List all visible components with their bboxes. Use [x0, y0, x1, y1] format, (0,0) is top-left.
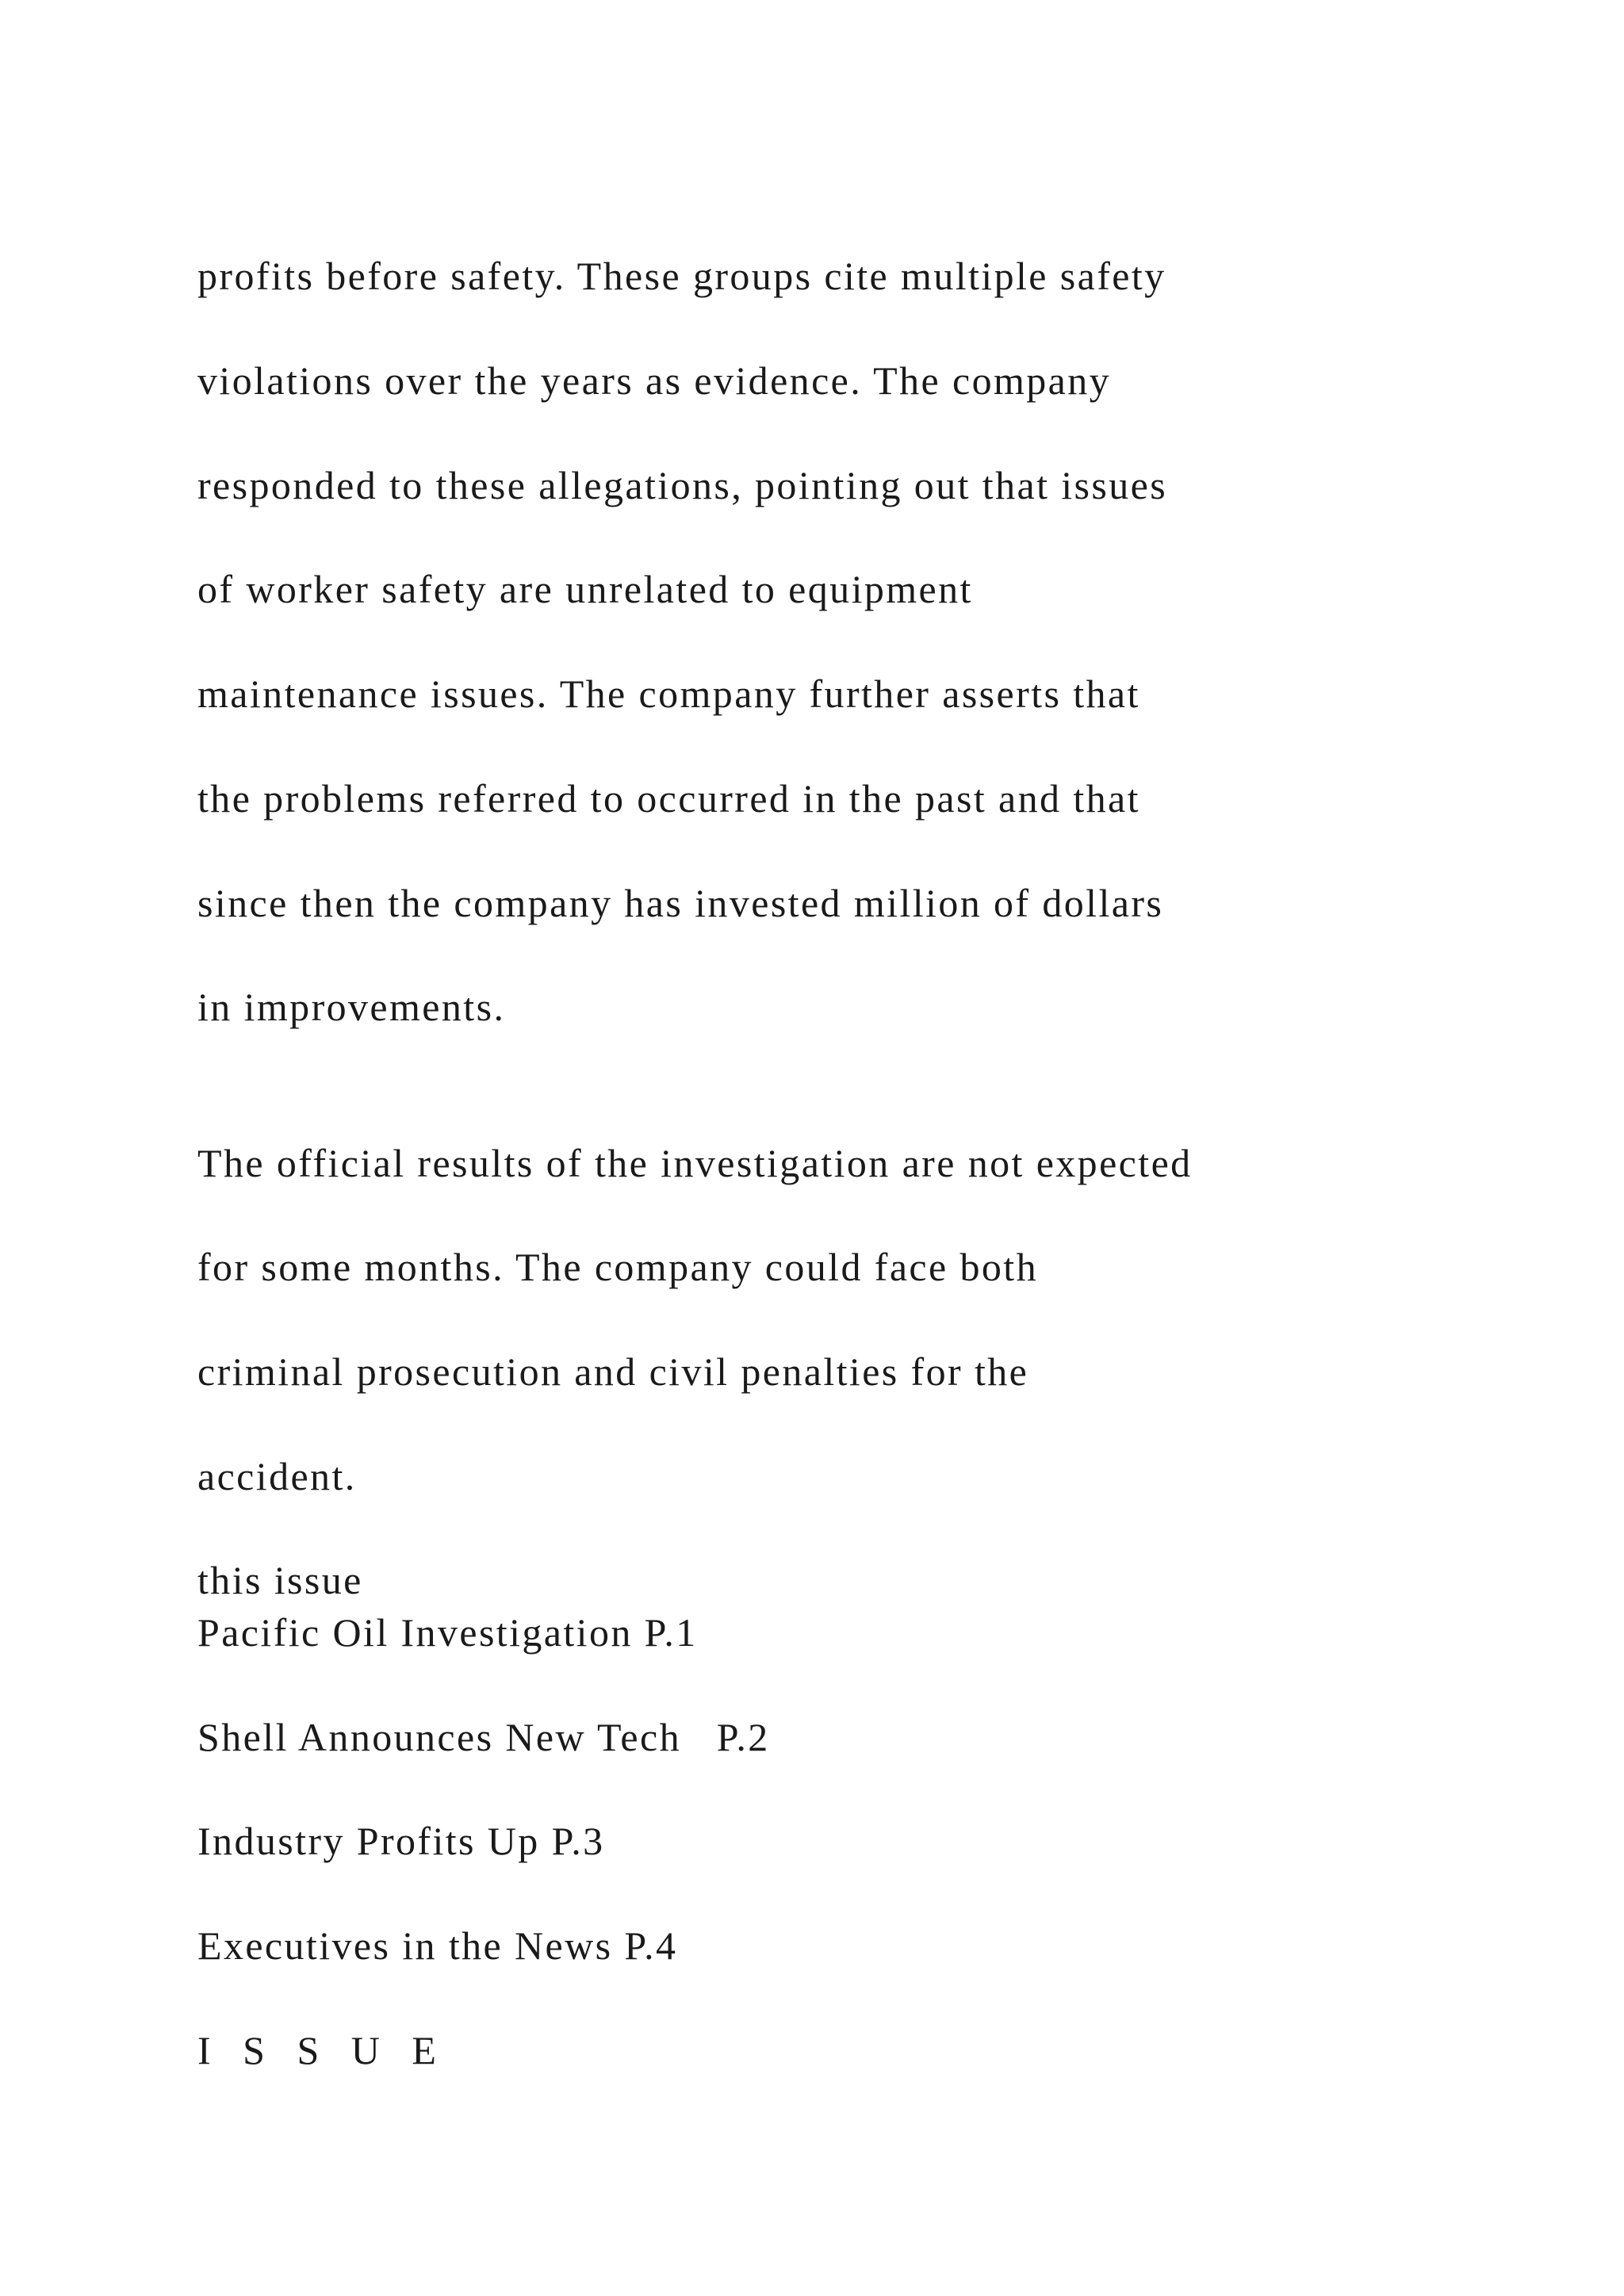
paragraph-line: for some months. The company could face both [197, 1245, 1038, 1289]
paragraph-line: maintenance issues. The company further asserts that [197, 672, 1140, 716]
paragraph-line: violations over the years as evidence. The company [197, 358, 1112, 403]
paragraph-line: profits before safety. These groups cite multiple safety [197, 254, 1166, 298]
sidebar-heading: this issue [197, 1558, 363, 1602]
paragraph-line: criminal prosecution and civil penalties for the [197, 1349, 1029, 1394]
paragraph-line: responded to these allegations, pointing out that issues [197, 463, 1168, 507]
sidebar-item-shell-tech: Shell Announces New Tech P.2 [197, 1715, 770, 1759]
paragraph-line: of worker safety are unrelated to equipment [197, 567, 973, 611]
sidebar-item-executives: Executives in the News P.4 [197, 1923, 678, 1968]
paragraph-line: in improvements. [197, 985, 506, 1029]
paragraph-line: The official results of the investigation are not expected [197, 1141, 1193, 1185]
sidebar-item-industry-profits: Industry Profits Up P.3 [197, 1819, 605, 1863]
issue-label: I S S U E [197, 2028, 447, 2072]
sidebar-item-pacific-oil: Pacific Oil Investigation P.1 [197, 1610, 698, 1655]
paragraph-line: since then the company has invested million of dollars [197, 881, 1164, 925]
paragraph-line: accident. [197, 1454, 357, 1498]
paragraph-line: the problems referred to occurred in the past and that [197, 776, 1140, 821]
